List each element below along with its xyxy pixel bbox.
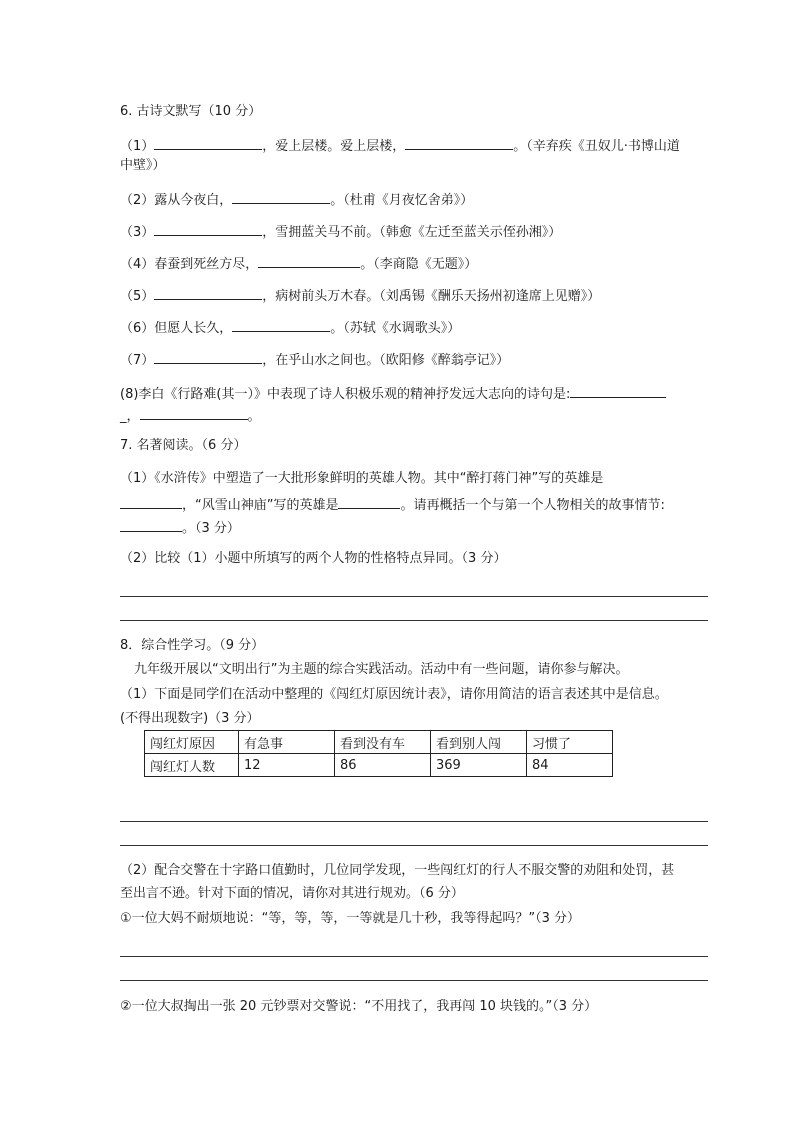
q6-item-4-suffix: 。（李商隐《无题》） — [360, 257, 478, 272]
q6-item-3 — [120, 221, 561, 242]
q6-item-8-cont — [120, 405, 261, 426]
answer-blank[interactable] — [154, 135, 262, 150]
q6-item-7-suffix: ，在乎山水之间也。（欧阳修《醉翁亭记》） — [262, 353, 510, 368]
q6-item-4-prefix: （4）春蚕到死丝方尽， — [120, 257, 259, 272]
q6-item-7-prefix: （7） — [120, 353, 155, 368]
answer-blank[interactable] — [120, 494, 182, 509]
answer-line[interactable] — [120, 620, 708, 621]
q6-item-6-prefix: （6）但愿人长久， — [120, 321, 233, 336]
q6-item-8-cont-prefix: _， — [120, 409, 140, 424]
q6-item-1-cont: 中壁》） — [120, 158, 166, 173]
q6-item-5 — [120, 285, 600, 306]
q7-title: 7. 名著阅读。（6 分） — [120, 438, 247, 453]
q6-item-1-suffix: 。（辛弃疾《丑奴儿·书博山道 — [513, 139, 680, 154]
q7-p1-line2-suffix: 。请再概括一个与第一个人物相关的故事情节: — [400, 498, 665, 513]
q6-item-5-prefix: （5） — [120, 289, 155, 304]
table-cell: 习惯了 — [527, 731, 613, 754]
answer-blank[interactable] — [232, 317, 330, 332]
q7-p1-line1: （1）《水浒传》中塑造了一大批形象鲜明的英雄人物。其中“醉打蒋门神”写的英雄是 — [120, 471, 604, 486]
q8-p1-line1: （1）下面是同学们在活动中整理的《闯红灯原因统计表》，请你用简洁的语言表述其中是信息。 — [120, 687, 668, 702]
table-cell: 闯红灯原因 — [145, 731, 239, 754]
q6-item-6 — [120, 317, 460, 338]
q7-p1-line2 — [120, 494, 665, 515]
answer-blank[interactable] — [154, 349, 262, 364]
q6-item-7 — [120, 349, 509, 370]
table-cell: 84 — [527, 754, 613, 777]
answer-blank[interactable] — [405, 135, 513, 150]
answer-line[interactable] — [120, 845, 708, 846]
q8-p1-line2: (不得出现数字)（3 分） — [120, 711, 260, 726]
table-cell: 看到别人闯 — [431, 731, 527, 754]
q6-item-1 — [120, 135, 680, 156]
answer-line[interactable] — [120, 956, 708, 957]
table-cell: 闯红灯人数 — [145, 754, 239, 777]
q6-item-3-suffix: ，雪拥蓝关马不前。（韩愈《左迁至蓝关示侄孙湘》） — [262, 225, 562, 240]
answer-blank[interactable] — [154, 285, 262, 300]
q7-p2: （2）比较（1）小题中所填写的两个人物的性格特点异同。（3 分） — [120, 551, 507, 566]
q6-item-1-prefix: （1） — [120, 139, 155, 154]
answer-line[interactable] — [120, 596, 708, 597]
q6-item-2-suffix: 。（杜甫《月夜忆舍弟》） — [330, 193, 474, 208]
q7-p1-line2-mid: ，“风雪山神庙”写的英雄是 — [182, 498, 339, 513]
q6-title: 6. 古诗文默写（10 分） — [120, 104, 262, 119]
answer-line[interactable] — [120, 821, 708, 822]
q8-p2-line1: （2）配合交警在十字路口值勤时，几位同学发现，一些闯红灯的行人不服交警的劝阻和处罚，甚 — [120, 863, 675, 878]
q7-p1-line3 — [120, 517, 240, 538]
table-row — [145, 754, 613, 777]
red-light-stats-table — [144, 730, 613, 777]
q6-item-6-suffix: 。（苏轼《水调歌头》） — [330, 321, 461, 336]
answer-blank[interactable] — [570, 383, 666, 398]
q8-case-1: ①一位大妈不耐烦地说：“等，等，等，一等就是几十秒，我等得起吗？”（3 分） — [120, 911, 581, 926]
q6-item-8-prefix: (8)李白《行路难(其一）》中表现了诗人积极乐观的精神抒发远大志向的诗句是: — [120, 387, 571, 402]
answer-blank[interactable] — [232, 189, 330, 204]
table-cell: 看到没有车 — [335, 731, 431, 754]
q8-p2-line2: 至出言不逊。针对下面的情况，请你对其进行规劝。（6 分） — [120, 886, 464, 901]
table-cell: 86 — [335, 754, 431, 777]
q8-intro: 九年级开展以“文明出行”为主题的综合实践活动。活动中有一些问题，请你参与解决。 — [134, 662, 629, 677]
q6-item-2-prefix: （2）露从今夜白， — [120, 193, 233, 208]
table-cell: 369 — [431, 754, 527, 777]
q8-title: 8．综合性学习。（9 分） — [120, 638, 265, 653]
answer-blank[interactable] — [154, 221, 262, 236]
q7-p1-line3-suffix: 。（3 分） — [182, 521, 240, 536]
table-header-row — [145, 731, 613, 754]
table-cell: 12 — [239, 754, 335, 777]
answer-blank[interactable] — [338, 494, 400, 509]
q6-item-4 — [120, 253, 477, 274]
q6-item-3-prefix: （3） — [120, 225, 155, 240]
q6-item-8 — [120, 383, 666, 404]
table-cell: 有急事 — [239, 731, 335, 754]
answer-blank[interactable] — [120, 517, 182, 532]
q6-item-5-suffix: ，病树前头万木春。（刘禹锡《酬乐天扬州初逢席上见赠》） — [262, 289, 601, 304]
q6-item-1-mid: ，爱上层楼。爱上层楼， — [262, 139, 406, 154]
q8-case-2: ②一位大叔掏出一张 20 元钞票对交警说：“不用找了，我再闯 10 块钱的。”（3 分） — [120, 999, 598, 1014]
answer-blank[interactable] — [140, 405, 248, 420]
q6-item-2 — [120, 189, 473, 210]
q6-item-8-cont-suffix: 。 — [247, 409, 261, 424]
answer-blank[interactable] — [258, 253, 360, 268]
answer-line[interactable] — [120, 980, 708, 981]
